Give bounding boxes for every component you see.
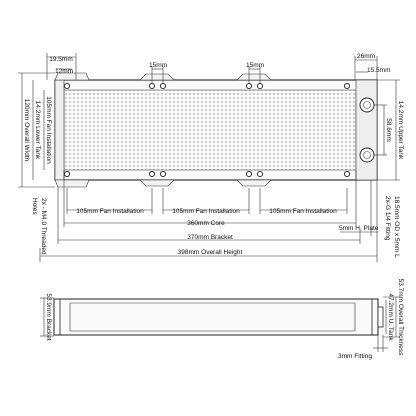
- dim-14-2-upper-tank-label: 14.2mm Upper Tank: [397, 100, 404, 160]
- screw-hole: [64, 83, 69, 88]
- screw-hole: [160, 171, 165, 176]
- fitting-port-lower: [360, 148, 374, 162]
- screw-hole: [344, 83, 349, 88]
- screw-hole: [64, 171, 69, 176]
- dim-120-width-label: 120mm Overall Width: [23, 98, 30, 162]
- screw-hole: [246, 83, 251, 88]
- screw-hole: [344, 171, 349, 176]
- holes-note-line-2: Holes: [31, 198, 38, 215]
- screw-hole: [257, 171, 262, 176]
- holes-note-line-1: 2x - M4.0 Threaded: [40, 198, 47, 255]
- screw-hole: [160, 83, 165, 88]
- left-dimensions: [18, 73, 55, 187]
- side-view-frame: [54, 299, 378, 335]
- fitting-note-line-2: 18.5mm OD x 5mm L: [393, 196, 400, 258]
- screw-hole: [246, 171, 251, 176]
- bottom-mid-bracket-tab-2: [237, 180, 271, 186]
- right-tank: [356, 80, 377, 180]
- dim-398-height-label: 398mm Overall Height: [177, 249, 243, 256]
- bottom-left-bracket-tab: [55, 180, 89, 187]
- dim-53-7-thickness-label: 53.7mm Overall Thickness: [397, 278, 404, 356]
- dim-15-label-2: 15mm: [245, 62, 265, 69]
- dim-14-2-lower-tank-label: 14.2mm Lower Tank: [34, 100, 41, 160]
- dim-fan-install-1-label: 105mm Fan Installation: [76, 208, 144, 215]
- dim-360-core-label: 360mm Core: [187, 220, 225, 227]
- dim-370-bracket-label: 370mm Bracket: [187, 234, 233, 241]
- dim-58-6-label: 58.6mm: [385, 118, 392, 142]
- bottom-mid-bracket-tab-1: [140, 180, 174, 186]
- dim-26-label: 26mm: [356, 53, 376, 60]
- screw-hole: [149, 83, 154, 88]
- left-tank: [55, 80, 64, 180]
- top-view-radiator: [55, 73, 377, 187]
- dim-5-plate-label: 5mm H. Plate: [339, 225, 379, 232]
- fitting-port-upper: [360, 98, 374, 112]
- dim-3mm-fitting-label: 3mm Fitting: [338, 353, 372, 360]
- screw-hole: [149, 171, 154, 176]
- screw-hole: [257, 83, 262, 88]
- radiator-core: [64, 90, 356, 170]
- side-view-radiator: [54, 299, 383, 335]
- dim-fan-install-3-label: 105mm Fan Installation: [269, 208, 337, 215]
- dim-12-label: 12mm: [54, 68, 74, 75]
- top-dimensions: [47, 53, 390, 84]
- dim-fan-install-2-label: 105mm Fan Installation: [172, 208, 240, 215]
- right-dimensions: [374, 80, 404, 180]
- side-fitting-stub: [378, 307, 383, 327]
- dim-19-5-label: 19.5mm: [49, 56, 73, 63]
- dim-47-2-tank-label: 47.2mm U. Tank: [387, 293, 394, 341]
- dim-53-9-bracket-label: 53.9mm Bracket: [45, 293, 52, 341]
- top-mid-bracket-tab-1: [140, 74, 174, 80]
- dim-105-fan-vertical-label: 105mm Fan Installation: [45, 96, 52, 164]
- dim-15-label-1: 15mm: [148, 62, 168, 69]
- fitting-note-line-1: 2x-G 1/4 Fitting: [384, 196, 391, 241]
- dim-15-5-label: 15.5mm: [367, 67, 391, 74]
- top-mid-bracket-tab-2: [237, 74, 271, 80]
